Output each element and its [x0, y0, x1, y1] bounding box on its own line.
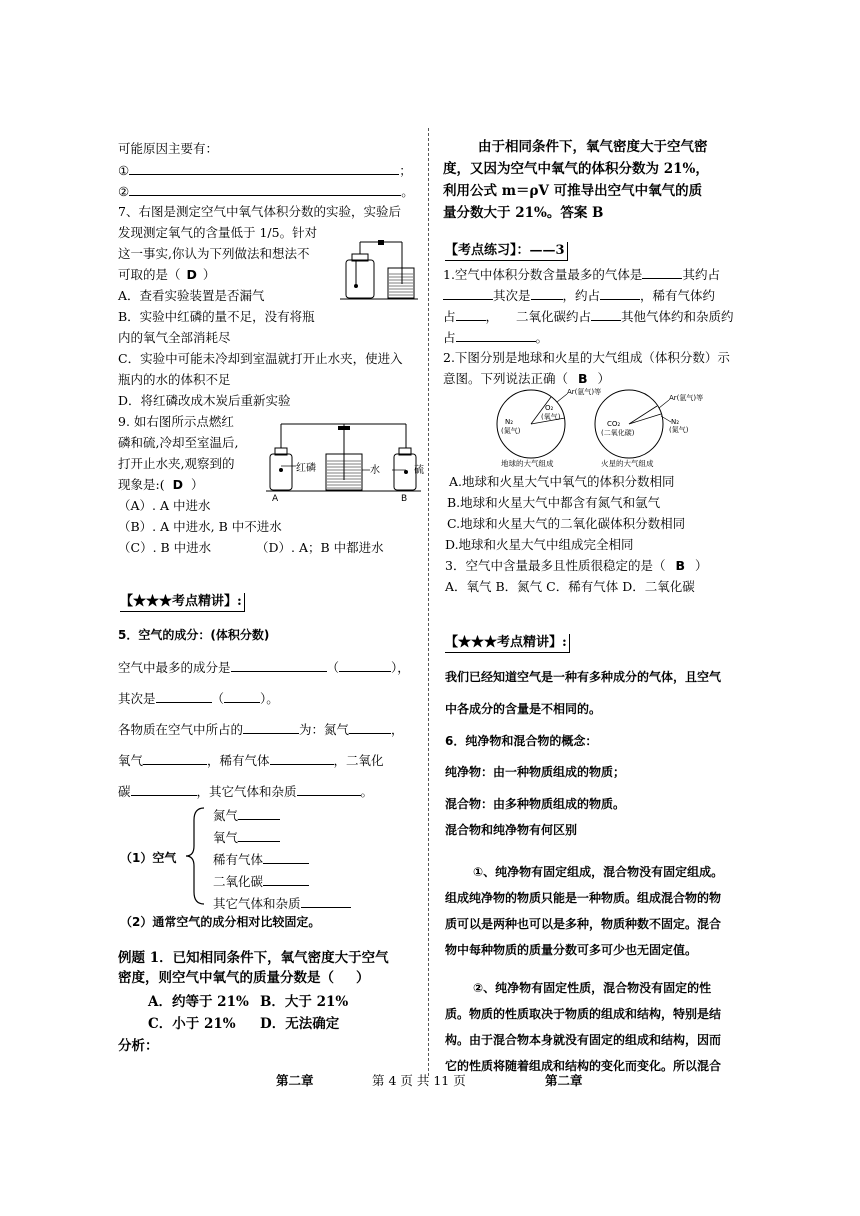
s6-p2-line-3: 构。由于混合物本身就没有固定的组成和结构，因而	[445, 1033, 722, 1047]
p1-line-2: 其次是 ，约占 ，稀有气体约	[443, 287, 715, 304]
q7-option-c-2: 瓶内的水的体积不足	[118, 372, 231, 387]
s6-p1-line-3: 质可以是两种也可以是多种，物质种数不固定。混合	[445, 917, 722, 931]
flask-b-label: B	[401, 494, 408, 504]
answer-blank[interactable]	[143, 752, 207, 765]
s5-line-3: 各物质在空气中所占的 为：氮气 ，	[118, 722, 404, 737]
q7-option-c-1: C．实验中可能未冷却到室温就打开止水夹，使进入	[118, 351, 403, 366]
section-6-title: 6．纯净物和混合物的概念：	[445, 734, 598, 748]
earth-caption: 地球的大气组成	[501, 459, 554, 468]
example-option-a: A．约等于 21%	[148, 994, 249, 1010]
s5-line-1: 空气中最多的成分是 （ ），	[118, 660, 410, 675]
q7-option-a: A．查看实验装置是否漏气	[118, 288, 265, 303]
q7-answer: D	[186, 267, 197, 282]
red-phosphorus-sulfur-apparatus-figure	[266, 414, 424, 504]
example-line-2: 密度，则空气中氧气的质量分数是（ ）	[118, 970, 370, 986]
column-divider	[428, 128, 429, 1076]
answer-blank[interactable]	[301, 895, 351, 908]
section-title-key-points-2: 【★★★考点精讲】:	[445, 634, 570, 653]
sulfur-label: 硫	[414, 465, 424, 476]
answer-blank[interactable]	[238, 807, 280, 820]
q9-line-2: 磷和硫,冷却至室温后,	[118, 435, 239, 450]
earth-o2-name: (氧气)	[541, 413, 561, 421]
p1-line-1: 1.空气中体积分数含量最多的气体是 其约占	[443, 267, 720, 282]
s6-intro-1: 我们已经知道空气是一种有多种成分的气体，且空气	[445, 670, 722, 684]
flask-a-label: A	[272, 494, 279, 504]
analysis-line-2: 度，又因为空气中氧气的体积分数为 21%，	[443, 161, 709, 177]
footer-chapter-right: 第二章	[545, 1073, 583, 1088]
q7-option-b-1: B．实验中红磷的量不足，没有将瓶	[118, 309, 315, 324]
s6-p1-line-2: 组成纯净物的物质只能是一种物质。组成混合物的物	[445, 891, 722, 905]
practice-title: 【考点练习】：——3	[445, 242, 568, 261]
hongling-label: 红磷	[296, 463, 316, 474]
section-5-title: 5．空气的成分：(体积分数)	[118, 628, 270, 642]
brace-item: 二氧化碳	[213, 873, 309, 890]
s6-intro-2: 中各成分的含量是不相同的。	[445, 702, 602, 716]
answer-blank[interactable]	[263, 873, 309, 886]
p3-options: A．氧气 B．氮气 C．稀有气体 D．二氧化碳	[445, 579, 695, 594]
answer-blank[interactable]	[443, 287, 493, 300]
mars-co2-label: CO₂	[607, 420, 621, 428]
p3-answer: B	[675, 558, 685, 573]
earth-ar-label: Ar(氩气)等	[567, 388, 602, 396]
answer-blank[interactable]	[591, 308, 621, 321]
q9-line-4: 现象是:( D ）	[118, 477, 204, 492]
earth-n2-label: N₂	[505, 418, 514, 426]
p1-line-3: 占 ， 二氧化碳约占 其他气体约和杂质约	[443, 309, 734, 324]
footer-page-number: 第 4 页 共 11 页	[372, 1073, 466, 1088]
p1-line-4: 占 。	[443, 330, 549, 345]
answer-blank[interactable]	[642, 266, 682, 279]
mars-n2-name: (氮气)	[669, 426, 689, 434]
q7-line-2: 发现测定氧气的含量低于 1/5。针对	[118, 225, 318, 240]
answer-blank[interactable]	[531, 287, 563, 300]
intro-text: 可能原因主要有：	[118, 141, 219, 156]
oxygen-test-apparatus-figure	[340, 222, 420, 302]
p2-option-a: A.地球和火星大气中氧气的体积分数相同	[449, 474, 675, 489]
q7-line-1: 7、右图是测定空气中氧气体积分数的实验，实验后	[118, 204, 401, 219]
mars-n2-label: N₂	[671, 418, 680, 426]
s5-line-2: 其次是 （ ）。	[118, 691, 279, 706]
mars-co2-name: (二氧化碳)	[601, 429, 635, 437]
q9-answer: D	[172, 477, 183, 492]
brace-label: （1）空气	[120, 851, 177, 865]
s6-p2-line-2: 质。物质的性质取决于物质的组成和结构，特别是结	[445, 1007, 722, 1021]
analysis-line-3: 利用公式 m＝ρV 可推导出空气中氧气的质	[443, 183, 703, 199]
example-option-d: D．无法确定	[260, 1016, 340, 1032]
answer-blank[interactable]	[349, 721, 391, 734]
mars-caption: 火星的大气组成	[601, 459, 654, 468]
p2-option-d: D.地球和火星大气中组成完全相同	[445, 537, 634, 552]
brace-item: 氧气	[213, 829, 280, 846]
blank-line-1: ① ；	[118, 163, 412, 178]
answer-blank[interactable]	[243, 721, 299, 734]
q9-line-3: 打开止水夹,观察到的	[118, 456, 235, 471]
answer-blank[interactable]	[297, 783, 361, 796]
p2-line-1: 2.下图分别是地球和火星的大气组成（体积分数）示	[443, 350, 730, 365]
answer-blank[interactable]	[129, 183, 401, 196]
example-analysis-label: 分析：	[118, 1038, 159, 1054]
s6-p2-line-1: ②、纯净物有固定性质，混合物没有固定的性	[473, 981, 712, 995]
analysis-line-1: 由于相同条件下，氧气密度大于空气密	[478, 139, 708, 155]
q7-line-4: 可取的是（ D ）	[118, 267, 216, 282]
earth-o2-label: O₂	[545, 404, 554, 412]
answer-blank[interactable]	[456, 308, 486, 321]
q7-line-3: 这一事实,你认为下列做法和想法不	[118, 246, 310, 261]
answer-blank[interactable]	[456, 329, 536, 342]
answer-blank[interactable]	[600, 287, 640, 300]
answer-blank[interactable]	[156, 690, 212, 703]
answer-blank[interactable]	[238, 829, 280, 842]
q9-option-c: （C）. B 中进水	[118, 540, 212, 555]
earth-n2-name: (氮气)	[501, 427, 521, 435]
curly-brace-icon	[184, 806, 208, 906]
water-label: 水	[370, 465, 380, 476]
analysis-line-4: 量分数大于 21%。答案 B	[443, 205, 604, 221]
example-line-1: 例题 1．已知相同条件下，氧气密度大于空气	[118, 950, 389, 966]
brace-item: 稀有气体	[213, 851, 309, 868]
q9-option-d: （D）. A；B 中都进水	[256, 540, 384, 555]
answer-blank[interactable]	[263, 851, 309, 864]
answer-blank[interactable]	[131, 783, 197, 796]
p2-line-2: 意图。下列说法正确（ B ）	[443, 371, 611, 386]
brace-item: 氮气	[213, 807, 280, 824]
q7-option-d: D．将红磷改成木炭后重新实验	[118, 393, 291, 408]
s6-p1-line-1: ①、纯净物有固定组成，混合物没有固定组成。	[473, 865, 724, 879]
p2-answer: B	[578, 371, 588, 386]
blank-line-2: ② 。	[118, 184, 414, 199]
difference-heading: 混合物和纯净物有何区别	[445, 823, 578, 837]
mars-ar-label: Ar(氩气)等	[669, 394, 704, 402]
s5-line-4: 氧气 ，稀有气体 ，二氧化	[118, 753, 384, 768]
answer-blank[interactable]	[270, 752, 334, 765]
answer-blank[interactable]	[339, 659, 391, 672]
section-title-key-points: 【★★★考点精讲】:	[120, 593, 245, 612]
brace-item: 其它气体和杂质	[213, 895, 351, 912]
p2-option-c: C.地球和火星大气的二氧化碳体积分数相同	[447, 516, 686, 531]
answer-blank[interactable]	[231, 659, 327, 672]
q7-option-b-2: 内的氧气全部消耗尽	[118, 330, 231, 345]
q9-option-b: （B）. A 中进水, B 中不进水	[118, 519, 282, 534]
example-option-b: B．大于 21%	[260, 994, 349, 1010]
s6-p1-line-4: 物中每种物质的质量分数可多可少也无固定值。	[445, 943, 698, 957]
footer-chapter-left: 第二章	[276, 1073, 314, 1088]
q9-option-a: （A）. A 中进水	[118, 498, 211, 513]
mixture-definition: 混合物：由多种物质组成的物质。	[445, 797, 626, 811]
answer-blank[interactable]	[224, 690, 260, 703]
example-option-c: C．小于 21%	[148, 1016, 236, 1032]
s5-line-5: 碳 ，其它气体和杂质 。	[118, 784, 374, 799]
p2-option-b: B.地球和火星大气中都含有氮气和氩气	[447, 495, 661, 510]
s5-note-2: （2）通常空气的成分相对比较固定。	[120, 915, 321, 929]
q9-line-1: 9. 如右图所示点燃红	[118, 414, 234, 429]
s6-p2-line-4: 它的性质将随着组成和结构的变化而变化。所以混合	[445, 1059, 722, 1073]
pure-definition: 纯净物：由一种物质组成的物质；	[445, 765, 626, 779]
atmosphere-composition-figure	[489, 386, 719, 468]
p3-line-1: 3．空气中含量最多且性质很稳定的是（ B ）	[445, 558, 708, 573]
answer-blank[interactable]	[129, 162, 399, 175]
